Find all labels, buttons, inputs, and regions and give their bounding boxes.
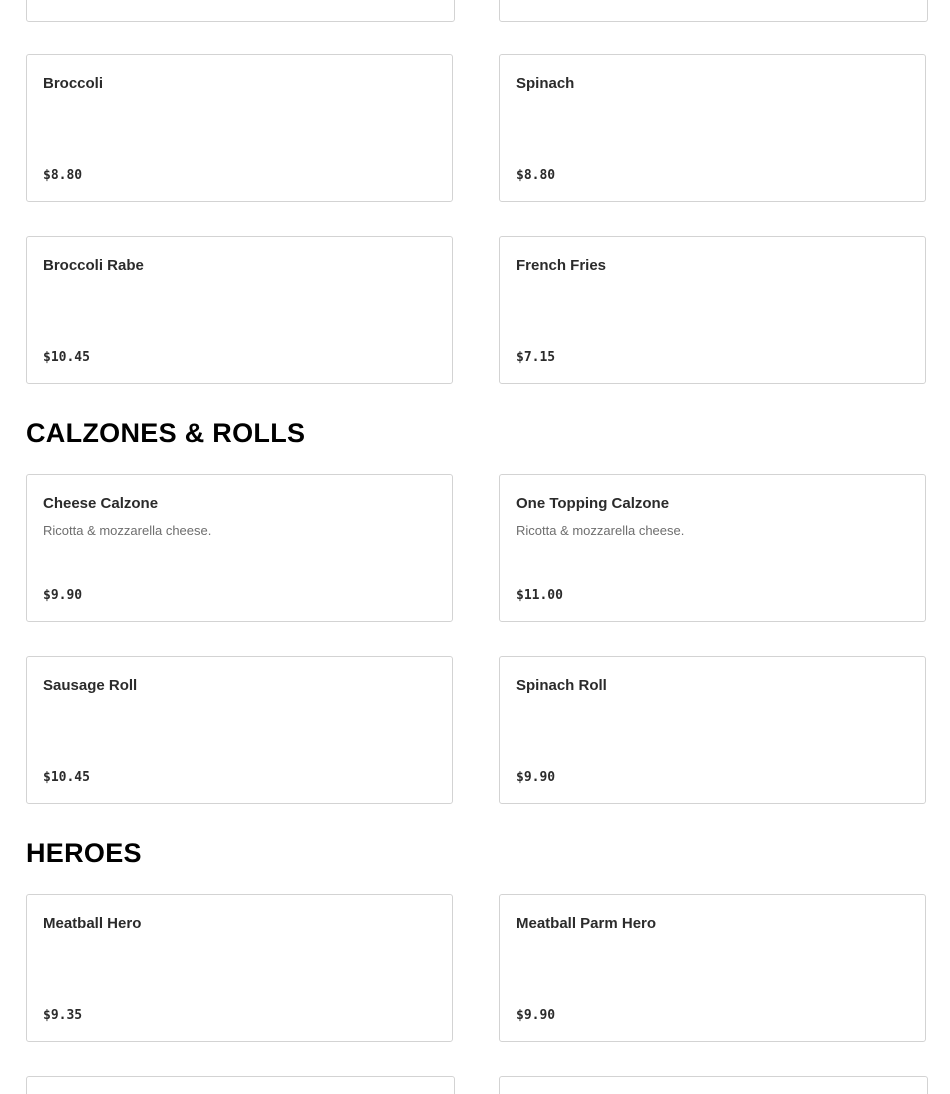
item-name: Spinach	[516, 75, 575, 92]
item-name: Sausage Roll	[43, 677, 138, 694]
item-price: $10.45	[43, 770, 90, 785]
item-name: Meatball Hero	[43, 915, 142, 932]
item-price: $9.35	[43, 1008, 83, 1023]
item-name: Meatball Parm Hero	[516, 915, 657, 932]
item-name: Spinach Roll	[516, 677, 607, 694]
item-name: Broccoli Rabe	[43, 257, 144, 274]
item-description: Ricotta & mozzarella cheese.	[516, 523, 685, 538]
item-price: $9.90	[516, 1008, 556, 1023]
menu-item-card[interactable]	[26, 54, 453, 202]
menu-item-card[interactable]	[26, 236, 453, 384]
item-name: Cheese Calzone	[43, 495, 159, 512]
menu-item-card[interactable]	[499, 656, 926, 804]
menu-item-card[interactable]	[499, 894, 926, 1042]
section-heading-calzones-rolls: CALZONES & ROLLS	[26, 418, 306, 448]
item-price: $9.90	[43, 588, 83, 603]
menu-item-card[interactable]	[499, 1076, 928, 1094]
item-description: Ricotta & mozzarella cheese.	[43, 523, 212, 538]
menu-item-card[interactable]	[26, 894, 453, 1042]
menu-item-card[interactable]	[499, 0, 928, 22]
menu-item-card[interactable]	[499, 236, 926, 384]
item-price: $8.80	[516, 168, 556, 183]
item-price: $7.15	[516, 350, 556, 365]
menu-item-card[interactable]	[499, 474, 926, 622]
item-price: $8.80	[43, 168, 83, 183]
item-name: Broccoli	[43, 75, 104, 92]
item-name: French Fries	[516, 257, 607, 274]
menu-item-card[interactable]	[26, 1076, 455, 1094]
menu-item-card[interactable]	[26, 0, 455, 22]
item-price: $10.45	[43, 350, 90, 365]
item-name: One Topping Calzone	[516, 495, 670, 512]
menu-item-card[interactable]	[499, 54, 926, 202]
menu-item-card[interactable]	[26, 474, 453, 622]
menu-item-card[interactable]	[26, 656, 453, 804]
section-heading-heroes: HEROES	[26, 838, 142, 868]
item-price: $11.00	[516, 588, 563, 603]
item-price: $9.90	[516, 770, 556, 785]
